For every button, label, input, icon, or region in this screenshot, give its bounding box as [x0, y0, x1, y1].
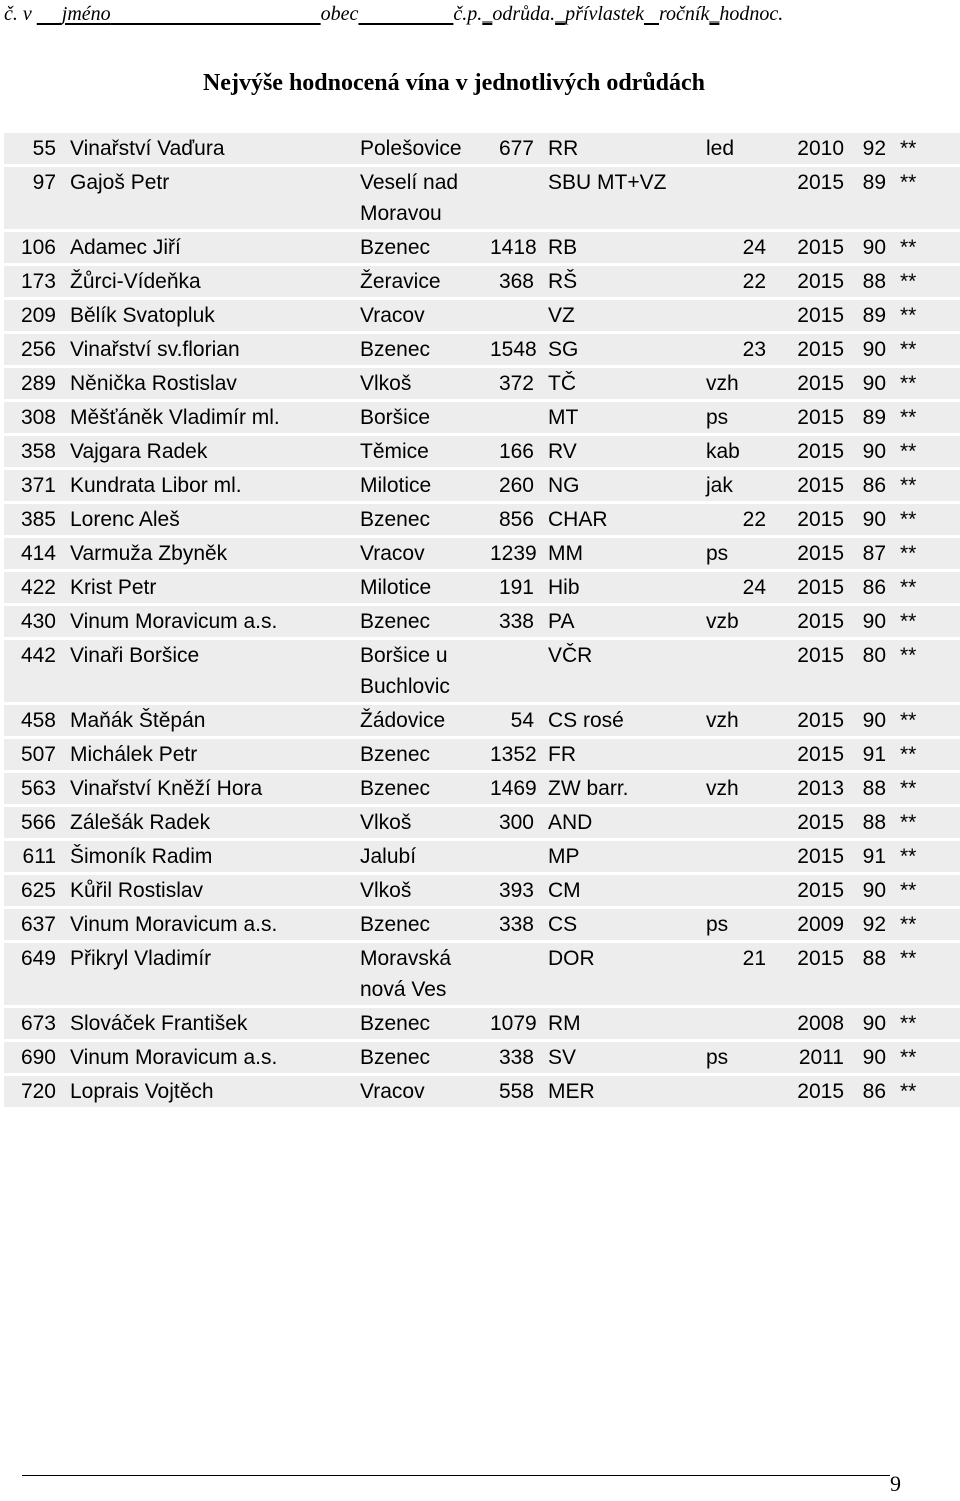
footer-rule: [22, 1475, 890, 1476]
table-row: [4, 807, 960, 838]
cell-name: Bělík Svatopluk: [68, 300, 360, 331]
cell-score: 90: [850, 606, 900, 637]
cell-variety: SG: [548, 334, 706, 365]
cell-attr: vzb: [706, 606, 790, 637]
cell-attr: [706, 1008, 790, 1039]
cell-variety: VZ: [548, 300, 706, 331]
cell-addr: 260: [490, 470, 548, 501]
cell-name: Slováček František: [68, 1008, 360, 1039]
cell-year: 2009: [790, 909, 850, 940]
cell-addr: 372: [490, 368, 548, 399]
header-variety: odrůda.: [492, 3, 556, 25]
cell-num: 720: [4, 1076, 68, 1107]
cell-addr: [490, 943, 548, 1005]
cell-score: 90: [850, 504, 900, 535]
cell-addr: 191: [490, 572, 548, 603]
cell-num: 566: [4, 807, 68, 838]
cell-variety: AND: [548, 807, 706, 838]
cell-attr: ps: [706, 1042, 790, 1073]
cell-num: 458: [4, 705, 68, 736]
cell-num: 422: [4, 572, 68, 603]
cell-addr: 338: [490, 1042, 548, 1073]
cell-score: 90: [850, 705, 900, 736]
cell-grade: **: [900, 807, 960, 838]
cell-num: 55: [4, 133, 68, 164]
cell-addr: 856: [490, 504, 548, 535]
cell-year: 2010: [790, 133, 850, 164]
cell-score: 89: [850, 167, 900, 229]
cell-name: Vinaři Boršice: [68, 640, 360, 702]
cell-addr: [490, 167, 548, 229]
cell-addr: [490, 300, 548, 331]
table-row: [4, 875, 960, 906]
cell-grade: **: [900, 436, 960, 467]
cell-addr: 368: [490, 266, 548, 297]
cell-addr: 1079: [490, 1008, 548, 1039]
cell-addr: 1239: [490, 538, 548, 569]
cell-year: 2015: [790, 232, 850, 263]
cell-num: 430: [4, 606, 68, 637]
cell-town: Bzenec: [360, 606, 490, 637]
cell-town: Polešovice: [360, 133, 490, 164]
cell-town: Boršice u Buchlovic: [360, 640, 490, 702]
cell-year: 2015: [790, 705, 850, 736]
cell-variety: PA: [548, 606, 706, 637]
header-gap: [358, 3, 453, 25]
table-row: [4, 436, 960, 467]
cell-year: 2015: [790, 841, 850, 872]
cell-score: 88: [850, 807, 900, 838]
page-number: 9: [890, 1471, 901, 1496]
cell-score: 90: [850, 1008, 900, 1039]
cell-town: Vlkoš: [360, 807, 490, 838]
cell-town: Milotice: [360, 470, 490, 501]
table-row: [4, 943, 960, 1005]
cell-name: Gajoš Petr: [68, 167, 360, 229]
cell-variety: FR: [548, 739, 706, 770]
cell-name: Vinum Moravicum a.s.: [68, 909, 360, 940]
cell-num: 97: [4, 167, 68, 229]
cell-grade: **: [900, 1076, 960, 1107]
cell-town: Bzenec: [360, 1042, 490, 1073]
cell-variety: NG: [548, 470, 706, 501]
cell-score: 88: [850, 773, 900, 804]
cell-town: Vlkoš: [360, 368, 490, 399]
cell-variety: RM: [548, 1008, 706, 1039]
cell-num: 637: [4, 909, 68, 940]
cell-score: 80: [850, 640, 900, 702]
table-row: [4, 1042, 960, 1073]
cell-score: 89: [850, 300, 900, 331]
table-row: [4, 368, 960, 399]
cell-score: 91: [850, 739, 900, 770]
cell-attr: 21: [706, 943, 790, 1005]
table-row: [4, 841, 960, 872]
cell-grade: **: [900, 841, 960, 872]
header-addr: č.p.: [453, 3, 483, 25]
cell-variety: CS: [548, 909, 706, 940]
cell-num: 358: [4, 436, 68, 467]
table-row: [4, 909, 960, 940]
cell-name: Přikryl Vladimír: [68, 943, 360, 1005]
cell-year: 2015: [790, 807, 850, 838]
cell-name: Vinařství Vaďura: [68, 133, 360, 164]
cell-grade: **: [900, 572, 960, 603]
cell-grade: **: [900, 1008, 960, 1039]
cell-year: 2015: [790, 572, 850, 603]
cell-attr: 23: [706, 334, 790, 365]
cell-attr: vzh: [706, 705, 790, 736]
cell-addr: 300: [490, 807, 548, 838]
cell-score: 92: [850, 133, 900, 164]
cell-num: 371: [4, 470, 68, 501]
table-row: [4, 402, 960, 433]
cell-town: Těmice: [360, 436, 490, 467]
header-attr: přívlastek: [565, 3, 644, 25]
cell-variety: ZW barr.: [548, 773, 706, 804]
cell-addr: 338: [490, 909, 548, 940]
cell-town: Vracov: [360, 538, 490, 569]
cell-score: 88: [850, 266, 900, 297]
cell-grade: **: [900, 606, 960, 637]
cell-name: Zálešák Radek: [68, 807, 360, 838]
cell-score: 92: [850, 909, 900, 940]
cell-name: Vinařství sv.florian: [68, 334, 360, 365]
cell-num: 690: [4, 1042, 68, 1073]
table-row: [4, 739, 960, 770]
cell-variety: TČ: [548, 368, 706, 399]
cell-town: Bzenec: [360, 739, 490, 770]
cell-year: 2015: [790, 368, 850, 399]
cell-attr: [706, 739, 790, 770]
cell-variety: CM: [548, 875, 706, 906]
cell-year: 2015: [790, 606, 850, 637]
table-row: [4, 133, 960, 164]
cell-num: 625: [4, 875, 68, 906]
cell-town: Vracov: [360, 1076, 490, 1107]
table-row: [4, 1076, 960, 1107]
cell-score: 91: [850, 841, 900, 872]
header-score: hodnoc.: [719, 3, 784, 25]
cell-num: 385: [4, 504, 68, 535]
cell-attr: [706, 1076, 790, 1107]
cell-num: 106: [4, 232, 68, 263]
cell-addr: 1352: [490, 739, 548, 770]
cell-grade: **: [900, 266, 960, 297]
cell-name: Kundrata Libor ml.: [68, 470, 360, 501]
cell-num: 414: [4, 538, 68, 569]
cell-year: 2015: [790, 402, 850, 433]
cell-name: Vinařství Kněží Hora: [68, 773, 360, 804]
cell-attr: jak: [706, 470, 790, 501]
cell-name: Michálek Petr: [68, 739, 360, 770]
cell-year: 2015: [790, 334, 850, 365]
table-row: [4, 1008, 960, 1039]
cell-name: Měšťáněk Vladimír ml.: [68, 402, 360, 433]
wine-results-table: [4, 130, 960, 1110]
cell-addr: 54: [490, 705, 548, 736]
header-year: ročník: [658, 3, 710, 25]
cell-attr: ps: [706, 538, 790, 569]
cell-addr: 393: [490, 875, 548, 906]
table-row: [4, 572, 960, 603]
cell-year: 2015: [790, 875, 850, 906]
cell-town: Boršice: [360, 402, 490, 433]
cell-addr: 558: [490, 1076, 548, 1107]
table-row: [4, 504, 960, 535]
cell-town: Milotice: [360, 572, 490, 603]
cell-town: Veselí nad Moravou: [360, 167, 490, 229]
table-row: [4, 334, 960, 365]
cell-score: 87: [850, 538, 900, 569]
table-row: [4, 300, 960, 331]
cell-town: Vlkoš: [360, 875, 490, 906]
table-row: [4, 705, 960, 736]
cell-grade: **: [900, 773, 960, 804]
cell-name: Vinum Moravicum a.s.: [68, 606, 360, 637]
cell-addr: 677: [490, 133, 548, 164]
cell-year: 2015: [790, 300, 850, 331]
cell-addr: [490, 402, 548, 433]
cell-name: Krist Petr: [68, 572, 360, 603]
table-body: [4, 133, 960, 1107]
cell-attr: led: [706, 133, 790, 164]
cell-num: 649: [4, 943, 68, 1005]
cell-num: 173: [4, 266, 68, 297]
cell-num: 308: [4, 402, 68, 433]
cell-variety: SV: [548, 1042, 706, 1073]
cell-addr: [490, 640, 548, 702]
cell-variety: SBU MT+VZ: [548, 167, 706, 229]
cell-grade: **: [900, 943, 960, 1005]
cell-town: Bzenec: [360, 504, 490, 535]
cell-year: 2015: [790, 436, 850, 467]
cell-score: 90: [850, 1042, 900, 1073]
cell-grade: **: [900, 640, 960, 702]
cell-num: 507: [4, 739, 68, 770]
cell-attr: vzh: [706, 368, 790, 399]
cell-variety: RŠ: [548, 266, 706, 297]
cell-year: 2015: [790, 640, 850, 702]
table-row: [4, 773, 960, 804]
cell-num: 673: [4, 1008, 68, 1039]
cell-grade: **: [900, 1042, 960, 1073]
column-header-line: č. v jméno obec č.p._odrůda._přívlastek ročník_hodnoc.: [4, 3, 784, 25]
cell-variety: RR: [548, 133, 706, 164]
cell-score: 86: [850, 1076, 900, 1107]
cell-addr: 338: [490, 606, 548, 637]
cell-attr: 24: [706, 232, 790, 263]
cell-name: Varmuža Zbyněk: [68, 538, 360, 569]
cell-score: 88: [850, 943, 900, 1005]
cell-grade: **: [900, 402, 960, 433]
cell-year: 2008: [790, 1008, 850, 1039]
cell-name: Žůrci-Vídeňka: [68, 266, 360, 297]
cell-variety: MT: [548, 402, 706, 433]
cell-num: 209: [4, 300, 68, 331]
cell-variety: VČR: [548, 640, 706, 702]
cell-num: 563: [4, 773, 68, 804]
cell-grade: **: [900, 300, 960, 331]
cell-grade: **: [900, 334, 960, 365]
cell-year: 2015: [790, 470, 850, 501]
table-row: [4, 167, 960, 229]
cell-score: 90: [850, 232, 900, 263]
cell-year: 2015: [790, 538, 850, 569]
cell-score: 86: [850, 572, 900, 603]
cell-year: 2013: [790, 773, 850, 804]
cell-year: 2015: [790, 943, 850, 1005]
cell-grade: **: [900, 470, 960, 501]
cell-town: Bzenec: [360, 773, 490, 804]
cell-score: 86: [850, 470, 900, 501]
cell-town: Moravská nová Ves: [360, 943, 490, 1005]
cell-attr: 22: [706, 266, 790, 297]
table-row: [4, 470, 960, 501]
cell-year: 2015: [790, 739, 850, 770]
cell-variety: RV: [548, 436, 706, 467]
cell-score: 89: [850, 402, 900, 433]
cell-attr: vzh: [706, 773, 790, 804]
cell-score: 90: [850, 875, 900, 906]
cell-variety: CHAR: [548, 504, 706, 535]
cell-variety: CS rosé: [548, 705, 706, 736]
cell-town: Bzenec: [360, 334, 490, 365]
cell-town: Jalubí: [360, 841, 490, 872]
cell-num: 256: [4, 334, 68, 365]
cell-town: Žeravice: [360, 266, 490, 297]
cell-town: Bzenec: [360, 1008, 490, 1039]
cell-score: 90: [850, 436, 900, 467]
cell-town: Bzenec: [360, 909, 490, 940]
cell-name: Lorenc Aleš: [68, 504, 360, 535]
cell-year: 2015: [790, 1076, 850, 1107]
cell-name: Šimoník Radim: [68, 841, 360, 872]
cell-name: Adamec Jiří: [68, 232, 360, 263]
header-town: obec: [320, 3, 359, 25]
cell-addr: 166: [490, 436, 548, 467]
cell-name: Něnička Rostislav: [68, 368, 360, 399]
cell-attr: ps: [706, 402, 790, 433]
table-row: [4, 266, 960, 297]
cell-grade: **: [900, 739, 960, 770]
cell-attr: [706, 167, 790, 229]
cell-name: Vinum Moravicum a.s.: [68, 1042, 360, 1073]
cell-grade: **: [900, 909, 960, 940]
table-row: [4, 640, 960, 702]
cell-name: Vajgara Radek: [68, 436, 360, 467]
cell-num: 611: [4, 841, 68, 872]
cell-attr: [706, 841, 790, 872]
cell-attr: ps: [706, 909, 790, 940]
cell-grade: **: [900, 133, 960, 164]
cell-name: Loprais Vojtěch: [68, 1076, 360, 1107]
table-row: [4, 232, 960, 263]
cell-grade: **: [900, 504, 960, 535]
cell-grade: **: [900, 538, 960, 569]
cell-year: 2015: [790, 504, 850, 535]
cell-num: 289: [4, 368, 68, 399]
table-row: [4, 606, 960, 637]
cell-year: 2015: [790, 266, 850, 297]
cell-grade: **: [900, 167, 960, 229]
cell-grade: **: [900, 875, 960, 906]
cell-attr: 24: [706, 572, 790, 603]
cell-variety: MER: [548, 1076, 706, 1107]
cell-addr: [490, 841, 548, 872]
cell-addr: 1469: [490, 773, 548, 804]
cell-attr: [706, 640, 790, 702]
page-title: Nejvýše hodnocená vína v jednotlivých odrůdách: [202, 70, 706, 96]
cell-num: 442: [4, 640, 68, 702]
cell-town: Bzenec: [360, 232, 490, 263]
cell-variety: DOR: [548, 943, 706, 1005]
cell-attr: [706, 807, 790, 838]
cell-addr: 1418: [490, 232, 548, 263]
cell-name: Kůřil Rostislav: [68, 875, 360, 906]
header-name: jméno: [61, 3, 111, 25]
cell-grade: **: [900, 705, 960, 736]
cell-addr: 1548: [490, 334, 548, 365]
cell-score: 90: [850, 334, 900, 365]
cell-town: Žádovice: [360, 705, 490, 736]
cell-variety: Hib: [548, 572, 706, 603]
cell-name: Maňák Štěpán: [68, 705, 360, 736]
cell-year: 2011: [790, 1042, 850, 1073]
cell-variety: MM: [548, 538, 706, 569]
header-num: č. v: [4, 3, 32, 25]
cell-attr: 22: [706, 504, 790, 535]
cell-attr: [706, 300, 790, 331]
table-row: [4, 538, 960, 569]
cell-grade: **: [900, 232, 960, 263]
cell-year: 2015: [790, 167, 850, 229]
cell-variety: RB: [548, 232, 706, 263]
cell-attr: kab: [706, 436, 790, 467]
cell-attr: [706, 875, 790, 906]
cell-score: 90: [850, 368, 900, 399]
cell-town: Vracov: [360, 300, 490, 331]
cell-variety: MP: [548, 841, 706, 872]
cell-grade: **: [900, 368, 960, 399]
